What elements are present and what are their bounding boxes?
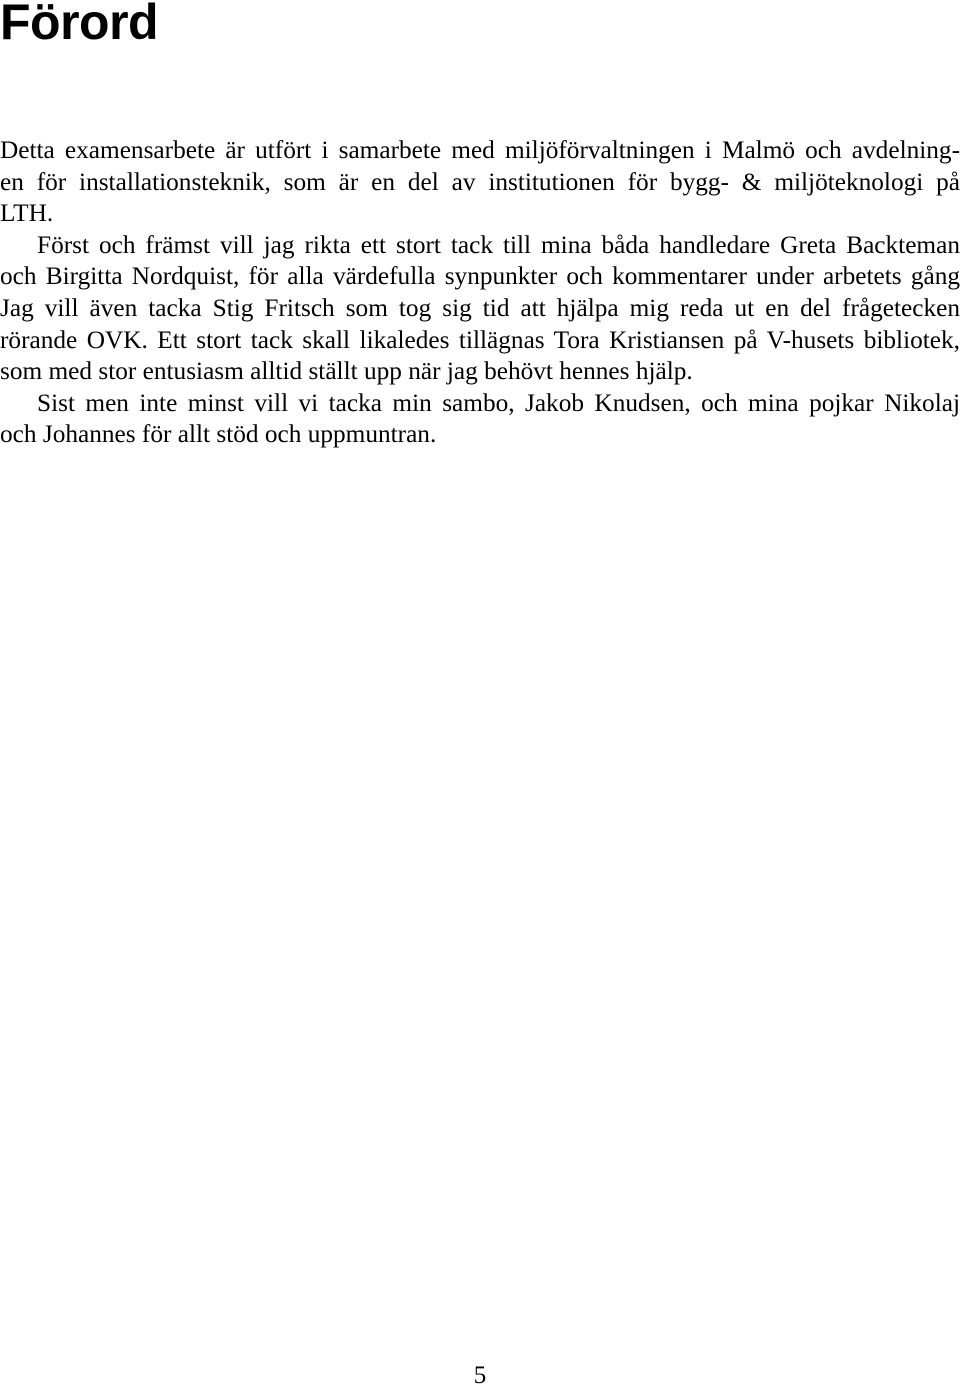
- text-line: LTH.: [0, 199, 54, 228]
- text-line: Detta examensarbete är utfört i samarbete med miljöförvaltningen i Malmö och avdelning-: [0, 136, 960, 164]
- paragraph-thanks-supervisors: [0, 230, 960, 388]
- paragraph-intro: [0, 135, 960, 230]
- text-line: rörande OVK. Ett stort tack skall likaledes tillägnas Tora Kristiansen på V-husets bibliotek,: [0, 325, 960, 354]
- text-line: och Johannes för allt stöd och uppmuntran.: [0, 420, 437, 449]
- preface-body: [0, 135, 960, 451]
- text-line: Jag vill även tacka Stig Fritsch som tog sig tid att hjälpa mig reda ut en del frågetecken: [0, 293, 960, 322]
- text-line: en för installationsteknik, som är en del av institutionen för bygg- & miljöteknologi på: [0, 167, 960, 196]
- paragraph-thanks-family: [0, 388, 960, 451]
- text-line: och Birgitta Nordquist, för alla värdefulla synpunkter och kommentarer under arbetets gång: [0, 262, 960, 291]
- page-number: 5: [473, 1362, 487, 1389]
- text-line: Sist men inte minst vill vi tacka min sambo, Jakob Knudsen, och mina pojkar Nikolaj: [37, 388, 960, 417]
- page-title: Förord: [0, 0, 159, 50]
- text-line: som med stor entusiasm alltid ställt upp när jag behövt hennes hjälp.: [0, 357, 693, 386]
- text-line: Först och främst vill jag rikta ett stort tack till mina båda handledare Greta Backteman: [37, 230, 960, 259]
